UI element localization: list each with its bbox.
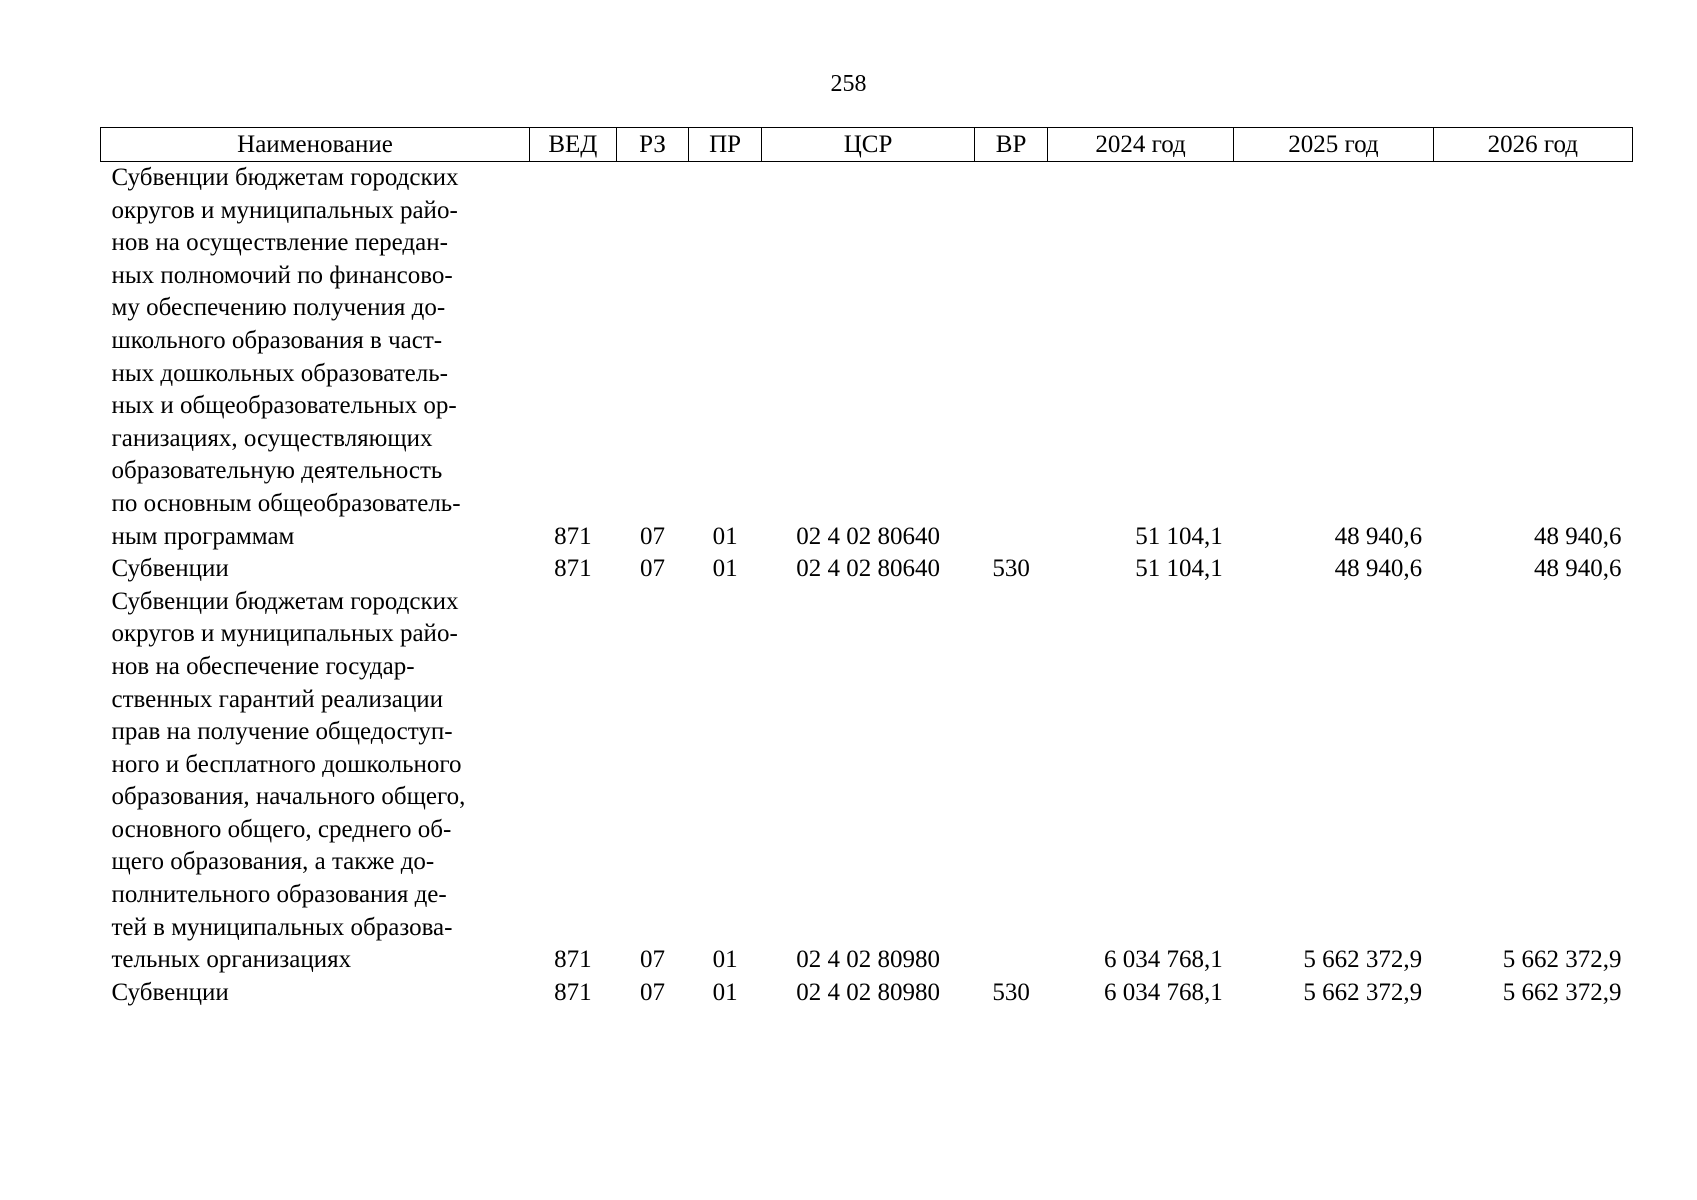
cell-name — [101, 162, 530, 554]
cell-csr: 02 4 02 80980 — [796, 946, 940, 974]
cell-2025: 5 662 372,9 — [1303, 946, 1423, 974]
cell-pr: 01 — [712, 522, 738, 550]
cell-ved: 871 — [554, 978, 592, 1006]
cell-name — [101, 553, 530, 586]
name-line: Субвенции бюджетам городских — [111, 164, 459, 191]
cell-2026: 5 662 372,9 — [1502, 946, 1622, 974]
cell-rz: 07 — [639, 946, 665, 974]
name-line: нов на осуществление передан- — [111, 229, 448, 257]
cell-2026: 48 940,6 — [1534, 522, 1622, 550]
cell-2024: 6 034 768,1 — [1103, 978, 1223, 1006]
name-line: ных полномочий по финансово- — [111, 261, 453, 289]
name-line: образовательную деятельность — [111, 457, 443, 485]
page-number: 258 — [830, 71, 867, 97]
cell-ved: 871 — [554, 555, 592, 583]
header-name: Наименование — [101, 128, 530, 162]
cell-2025: 48 940,6 — [1334, 522, 1423, 550]
name-line: Субвенции — [111, 555, 229, 583]
table-row — [101, 977, 1633, 1010]
name-line: полнительного образования де- — [111, 881, 447, 909]
name-line: округов и муниципальных райо- — [111, 620, 458, 648]
name-line: тельных организациях — [111, 946, 352, 974]
name-line: прав на получение общедоступ- — [111, 718, 453, 746]
cell-2024: 51 104,1 — [1135, 555, 1223, 583]
table-body — [101, 162, 1633, 1010]
header-rz: РЗ — [616, 128, 689, 162]
table-header-row — [101, 128, 1633, 162]
header-2026: 2026 год — [1433, 128, 1632, 162]
header-ved: ВЕД — [530, 128, 617, 162]
name-line: округов и муниципальных райо- — [111, 196, 458, 224]
cell-pr: 01 — [712, 946, 738, 974]
name-line: щего образования, а также до- — [111, 848, 435, 876]
header-pr: ПР — [689, 128, 762, 162]
cell-name — [101, 977, 530, 1010]
header-vr: ВР — [975, 128, 1048, 162]
name-line: образования, начального общего, — [111, 783, 466, 811]
name-line: тей в муниципальных образова- — [111, 913, 453, 941]
cell-ved: 871 — [554, 522, 592, 550]
cell-rz: 07 — [639, 555, 665, 583]
cell-csr: 02 4 02 80640 — [796, 522, 940, 550]
cell-2024: 51 104,1 — [1135, 522, 1223, 550]
cell-pr: 01 — [712, 978, 738, 1006]
header-2025: 2025 год — [1234, 128, 1433, 162]
cell-2025: 48 940,6 — [1334, 555, 1423, 583]
header-csr: ЦСР — [761, 128, 974, 162]
name-line: Субвенции бюджетам городских — [111, 587, 459, 615]
name-line: ным программам — [111, 522, 295, 550]
name-line: му обеспечению получения до- — [111, 294, 446, 322]
name-line: ного и бесплатного дошкольного — [111, 750, 462, 778]
cell-vr — [975, 162, 1048, 554]
cell-rz: 07 — [639, 978, 665, 1006]
budget-table — [100, 127, 1633, 1009]
header-2024: 2024 год — [1047, 128, 1233, 162]
table-row — [101, 553, 1633, 586]
name-line: ных дошкольных образователь- — [111, 359, 448, 387]
name-line: Субвенции — [111, 978, 229, 1006]
name-line: ных и общеобразовательных ор- — [111, 392, 457, 420]
name-line: ственных гарантий реализации — [111, 685, 444, 713]
cell-ved: 871 — [554, 946, 592, 974]
name-line: основного общего, среднего об- — [111, 815, 452, 843]
cell-vr — [975, 586, 1048, 977]
cell-csr: 02 4 02 80980 — [796, 978, 940, 1006]
cell-vr: 530 — [992, 555, 1030, 583]
name-line: нов на обеспечение государ- — [111, 652, 415, 680]
table-row — [101, 162, 1633, 554]
name-line: школьного образования в част- — [111, 326, 443, 354]
cell-vr: 530 — [992, 978, 1030, 1006]
cell-pr: 01 — [712, 555, 738, 583]
cell-name — [101, 586, 530, 977]
cell-rz: 07 — [639, 522, 665, 550]
cell-2024: 6 034 768,1 — [1103, 946, 1223, 974]
table-row — [101, 586, 1633, 977]
name-line: по основным общеобразователь- — [111, 489, 461, 517]
cell-csr: 02 4 02 80640 — [796, 555, 940, 583]
name-line: ганизациях, осуществляющих — [111, 424, 433, 452]
cell-2026: 48 940,6 — [1534, 555, 1622, 583]
cell-2026: 5 662 372,9 — [1502, 978, 1622, 1006]
cell-2025: 5 662 372,9 — [1303, 978, 1423, 1006]
